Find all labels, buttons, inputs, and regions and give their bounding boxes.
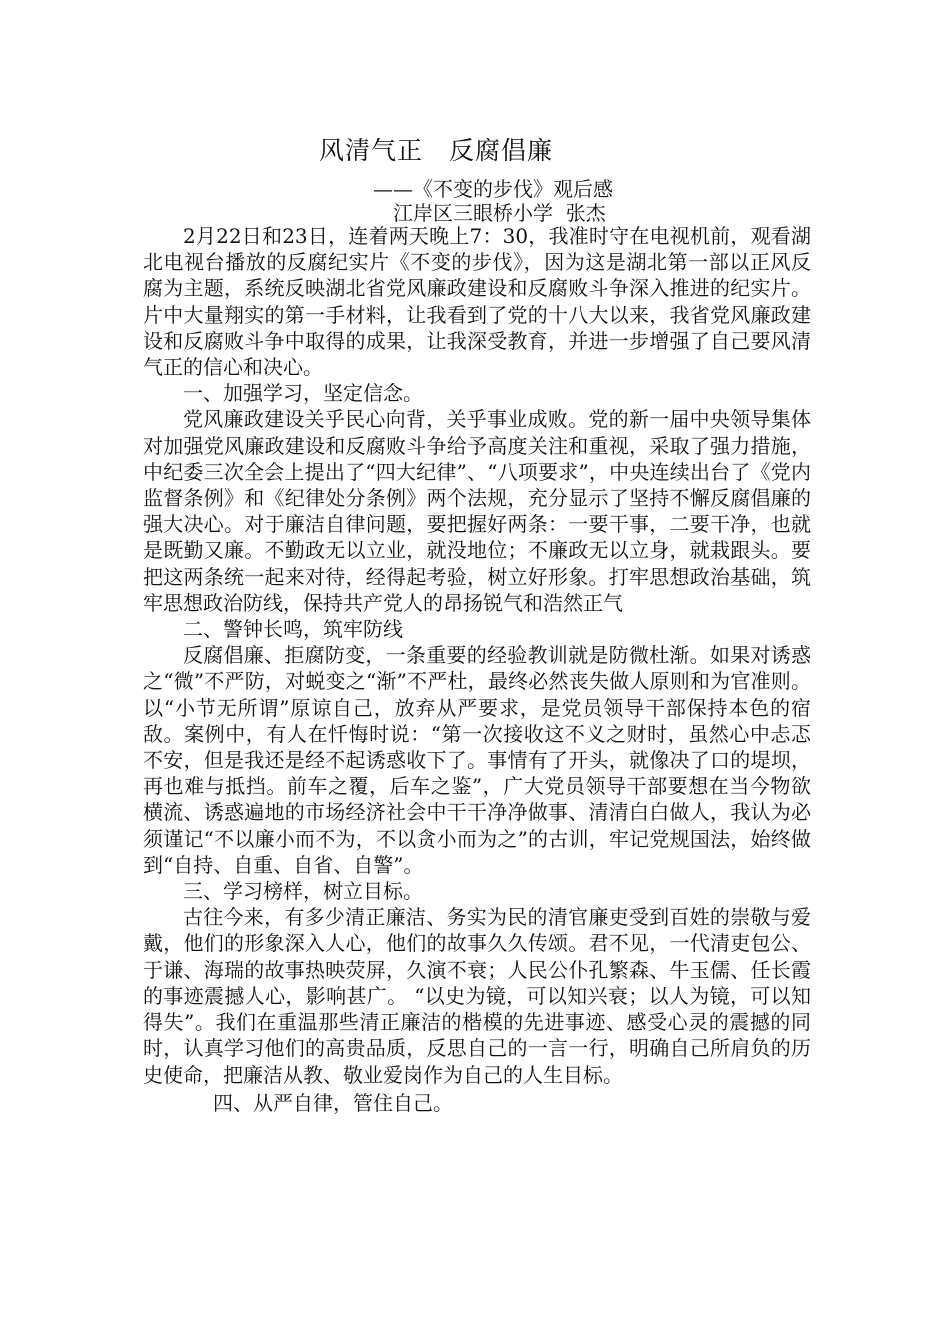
document-title: 风清气正 反腐倡廉 <box>319 136 554 165</box>
section-heading-4: 四、从严自律，管住自己。 <box>213 1090 453 1115</box>
section-heading-1: 一、加强学习，坚定信念。 <box>183 381 423 406</box>
section-heading-3: 三、学习榜样，树立目标。 <box>183 879 423 904</box>
paragraph-section-2: 反腐倡廉、拒腐防变，一条重要的经验教训就是防微杜渐。如果对诱惑之“微”不严防，对蜕变之“渐”不严杜，最终必然丧失做人原则和为官准则。以“小节无所谓”原谅自己，放弃从严要求，是党员领导干部保持本色的宿敌。案例中，有人在忏悔时说：“第一次接收这不义之财时，虽然心中忐忑不安，但是我还是经不起诱惑收下了。事情有了开头，就像决了口的堤坝，再也难与抵挡。前车之覆，后车之鉴”，广大党员领导干部要想在当今物欲横流、诱惑遍地的市场经济社会中干干净净做事、清清白白做人，我认为必须谨记“不以廉小而不为，不以贪小而为之”的古训，牢记党规国法，始终做到“自持、自重、自省、自警”。 <box>143 643 811 877</box>
paragraph-section-1: 党风廉政建设关乎民心向背，关乎事业成败。党的新一届中央领导集体对加强党风廉政建设和反腐败斗争给予高度关注和重视，采取了强力措施，中纪委三次全会上提出了“四大纪律”、“八项要求”，中央连续出台了《党内监督条例》和《纪律处分条例》两个法规，充分显示了坚持不懈反腐倡廉的强大决心。对于廉洁自律问题，要把握好两条：一要干事，二要干净，也就是既勤又廉。不勤政无以立业，就没地位；不廉政无以立身，就栽跟头。要把这两条统一起来对待，经得起考验，树立好形象。打牢思想政治基础，筑牢思想政治防线，保持共产党人的昂扬锐气和浩然正气 <box>143 407 811 615</box>
document-subtitle: ——《不变的步伐》观后感 <box>373 177 613 201</box>
document-author: 江岸区三眼桥小学 张杰 <box>393 201 606 225</box>
section-heading-2: 二、警钟长鸣，筑牢防线 <box>183 617 403 642</box>
paragraph-section-3: 古往今来，有多少清正廉洁、务实为民的清官廉吏受到百姓的崇敬与爱戴，他们的形象深入人心，他们的故事久久传颂。君不见，一代清吏包公、于谦、海瑞的故事热映荧屏，久演不衰；人民公仆孔繁森、牛玉儒、任长霞的事迹震撼人心，影响甚广。 “以史为镜，可以知兴衰；以人为镜，可以知得失”。我们在重温那些清正廉洁的楷模的先进事迹、感受心灵的震撼的同时，认真学习他们的高贵品质，反思自己的一言一行，明确自己所肩负的历史使命，把廉洁从教、敬业爱岗作为自己的人生目标。 <box>143 905 811 1087</box>
document-body <box>143 223 811 1116</box>
paragraph-intro: 2月22日和23日，连着两天晚上7：30，我准时守在电视机前，观看湖北电视台播放的反腐纪实片《不变的步伐》，因为这是湖北第一部以正风反腐为主题，系统反映湖北省党风廉政建设和反腐败斗争深入推进的纪实片。片中大量翔实的第一手材料，让我看到了党的十八大以来，我省党风廉政建设和反腐败斗争中取得的成果，让我深受教育，并进一步增强了自己要风清气正的信心和决心。 <box>143 224 811 380</box>
